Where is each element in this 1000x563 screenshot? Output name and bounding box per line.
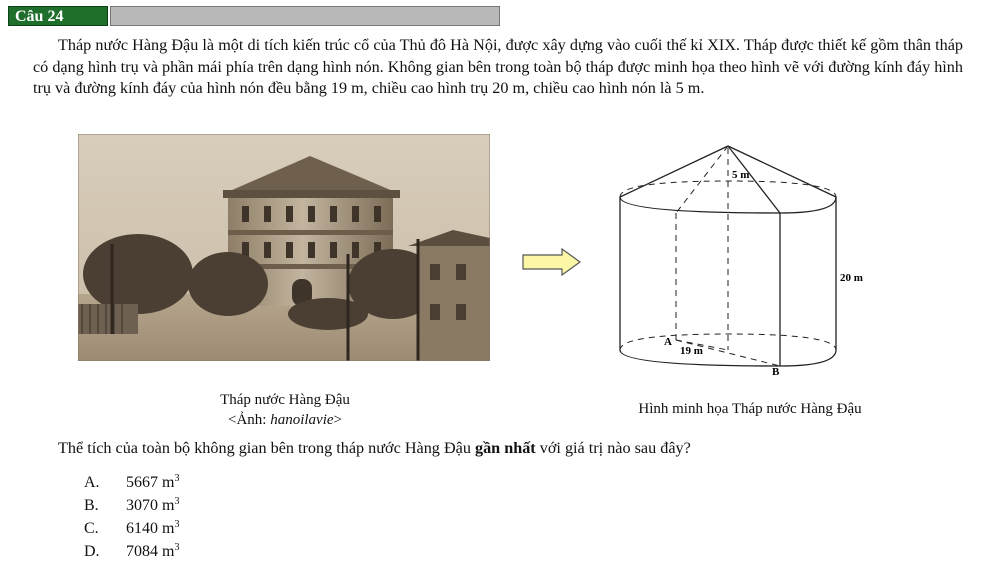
- cylinder-cone-diagram: [600, 140, 890, 380]
- photo-caption-source: [180, 410, 390, 430]
- option-value: 7084 m: [126, 543, 175, 560]
- cone-height-label: 5 m: [732, 169, 750, 181]
- option-label: C.: [84, 520, 99, 537]
- header-bar: [110, 6, 500, 26]
- option-value: 5667 m: [126, 474, 175, 491]
- question-prompt: [58, 439, 978, 458]
- option-label: B.: [84, 497, 99, 514]
- photo-source-name: hanoilavie: [270, 412, 334, 428]
- option-exponent: 3: [174, 519, 180, 530]
- option-exponent: 3: [174, 496, 180, 507]
- point-b-label: B: [772, 366, 780, 378]
- question-text-bold: gần nhất: [474, 439, 536, 457]
- option-a[interactable]: [84, 467, 179, 490]
- photo-caption: [180, 390, 390, 430]
- diagram-caption: Hình minh họa Tháp nước Hàng Đậu: [638, 401, 862, 417]
- problem-text: Tháp nước Hàng Đậu là một di tích kiến trúc cổ của Thủ đô Hà Nội, được xây dựng vào cuối thế kỉ XIX. Tháp được thiết kế gồm thân tháp có dạng hình trụ và phần mái phía trên dạng hình nón. Không gian bên trong toàn bộ tháp được minh họa theo hình vẽ với đường kính đáy hình trụ và đường kính đáy của hình nón đều bằng 19 m, chiều cao hình trụ 20 m, chiều cao hình nón là 5 m.: [33, 36, 963, 97]
- question-text-after: với giá trị nào sau đây?: [535, 439, 691, 457]
- answer-options: [84, 467, 179, 559]
- diameter-label: 19 m: [680, 345, 703, 357]
- option-b[interactable]: [84, 490, 179, 513]
- point-a-label: A: [664, 336, 672, 348]
- cylinder-height-label: 20 m: [840, 272, 863, 284]
- water-tower-photo: [78, 134, 490, 361]
- option-label: D.: [84, 543, 100, 560]
- option-exponent: 3: [174, 542, 180, 553]
- question-header: [8, 6, 500, 26]
- option-value: 6140 m: [126, 520, 175, 537]
- option-label: A.: [84, 474, 100, 491]
- option-value: 3070 m: [126, 497, 175, 514]
- photo-source-prefix: <Ảnh:: [227, 412, 271, 428]
- photo-caption-title: Tháp nước Hàng Đậu: [220, 392, 350, 408]
- option-d[interactable]: [84, 536, 179, 559]
- option-exponent: 3: [174, 473, 180, 484]
- question-text-before: Thể tích của toàn bộ không gian bên trong tháp nước Hàng Đậu: [58, 439, 475, 457]
- problem-statement: [33, 35, 963, 100]
- question-number-badge: Câu 24: [8, 6, 108, 26]
- photo-source-suffix: >: [333, 412, 342, 428]
- option-c[interactable]: [84, 513, 179, 536]
- right-arrow-icon: [522, 248, 582, 276]
